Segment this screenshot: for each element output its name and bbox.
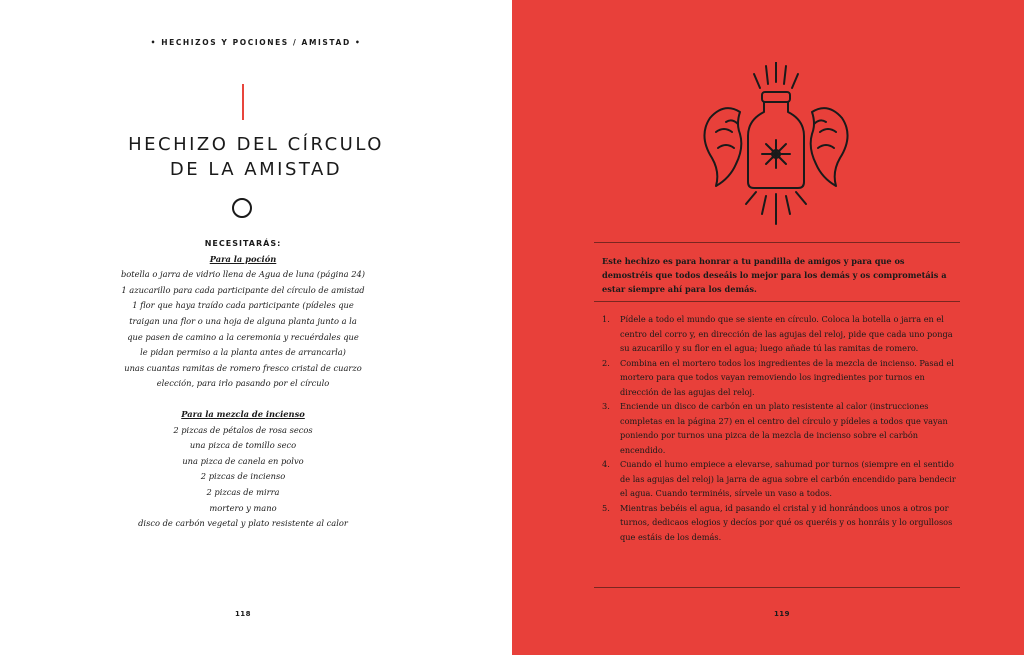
potion-item: 1 azucarillo para cada participante del círculo de amistad — [121, 284, 365, 295]
incense-item: 2 pizcas de mirra — [206, 486, 280, 497]
incense-item: disco de carbón vegetal y plato resistente al calor — [138, 518, 348, 529]
step-text: Pídele a todo el mundo que se siente en círculo. Coloca la botella o jarra en el centro del corro y, en dirección de las agujas del reloj, pide que cada uno ponga su azucarillo y su flor en el agua; luego añade tú las ramitas de romero. — [620, 314, 953, 353]
spell-title-line-1: HECHIZO DEL CÍRCULO — [128, 134, 384, 155]
page-number-right: 119 — [773, 610, 791, 618]
steps-list — [602, 312, 958, 544]
step-number: 2. — [602, 357, 610, 368]
potion-item: elección, para irlo pasando por el círculo — [156, 378, 330, 389]
spell-intro: Este hechizo es para honrar a tu pandilla de amigos y para que os demostréis que todos deseáis lo mejor para los demás y os comprometáis a estar siempre ahí para los demás. — [602, 256, 947, 294]
box-top-rule — [594, 242, 960, 243]
step-text: Cuando el humo empiece a elevarse, sahumad por turnos (siempre en el sentido de las agujas del reloj) la jarra de agua sobre el carbón encendido para bendecir el agua. Cuando terminéis, sírvele un vaso a todos. — [620, 459, 956, 498]
step-text: Enciende un disco de carbón en un plato resistente al calor (instrucciones completas en la página 27) en el centro del círculo y pídeles a todos que vayan poniendo por turnos una pizca de la mezcla de incienso sobre el carbón encendido. — [620, 401, 948, 455]
step-item — [602, 457, 958, 501]
step-item — [602, 501, 958, 545]
right-page — [512, 0, 1024, 655]
potion-item: 1 flor que haya traído cada participante (pídeles que — [132, 300, 354, 311]
incense-item: una pizca de tomillo seco — [189, 440, 297, 451]
potion-item: que pasen de camino a la ceremonia y recuérdales que — [127, 331, 359, 342]
potion-item: traigan una flor o una hoja de alguna planta junto a la — [129, 315, 357, 326]
potion-item: unas cuantas ramitas de romero fresco cristal de cuarzo — [124, 362, 362, 373]
step-item — [602, 356, 958, 400]
needs-label: NECESITARÁS: — [204, 239, 282, 248]
step-number: 5. — [602, 502, 610, 513]
incense-item: 2 pizcas de pétalos de rosa secos — [173, 424, 313, 435]
ingredients-list — [90, 236, 396, 532]
incense-item: una pizca de canela en polvo — [182, 455, 304, 466]
potion-item: botella o jarra de vidrio llena de Agua de luna (página 24) — [120, 269, 366, 280]
box-divider-rule — [594, 301, 960, 302]
potion-heading: Para la poción — [209, 253, 277, 264]
step-item — [602, 312, 958, 356]
spell-jar-hands-icon — [696, 62, 856, 230]
step-number: 4. — [602, 459, 610, 469]
box-bottom-rule — [594, 587, 960, 588]
running-header: • HECHIZOS Y POCIONES / AMISTAD • — [150, 38, 362, 47]
spell-title — [0, 132, 512, 182]
section-spacer — [90, 392, 396, 407]
potion-item: le pidan permiso a la planta antes de arrancarla) — [140, 347, 346, 358]
title-accent-rule — [242, 84, 244, 120]
step-text: Combina en el mortero todos los ingredientes de la mezcla de incienso. Pasad el mortero para que todos vayan removiendo los ingredientes por turnos en dirección de las agujas del reloj. — [620, 357, 954, 397]
step-text: Mientras bebéis el agua, id pasando el cristal y id honrándoos unos a otros por turnos, dedicaos elogios y decíos por qué os queréis y os honráis y lo orgullosos que estáis de los demás. — [620, 502, 953, 542]
incense-heading: Para la mezcla de incienso — [181, 408, 305, 419]
step-number: 3. — [602, 401, 610, 411]
spell-title-line-2: DE LA AMISTAD — [169, 159, 343, 180]
circle-outline-icon — [232, 198, 252, 218]
incense-item: 2 pizcas de incienso — [200, 471, 286, 482]
incense-item: mortero y mano — [209, 502, 277, 513]
step-number: 1. — [602, 314, 610, 324]
step-item — [602, 399, 958, 457]
page-number-left: 118 — [234, 610, 252, 618]
